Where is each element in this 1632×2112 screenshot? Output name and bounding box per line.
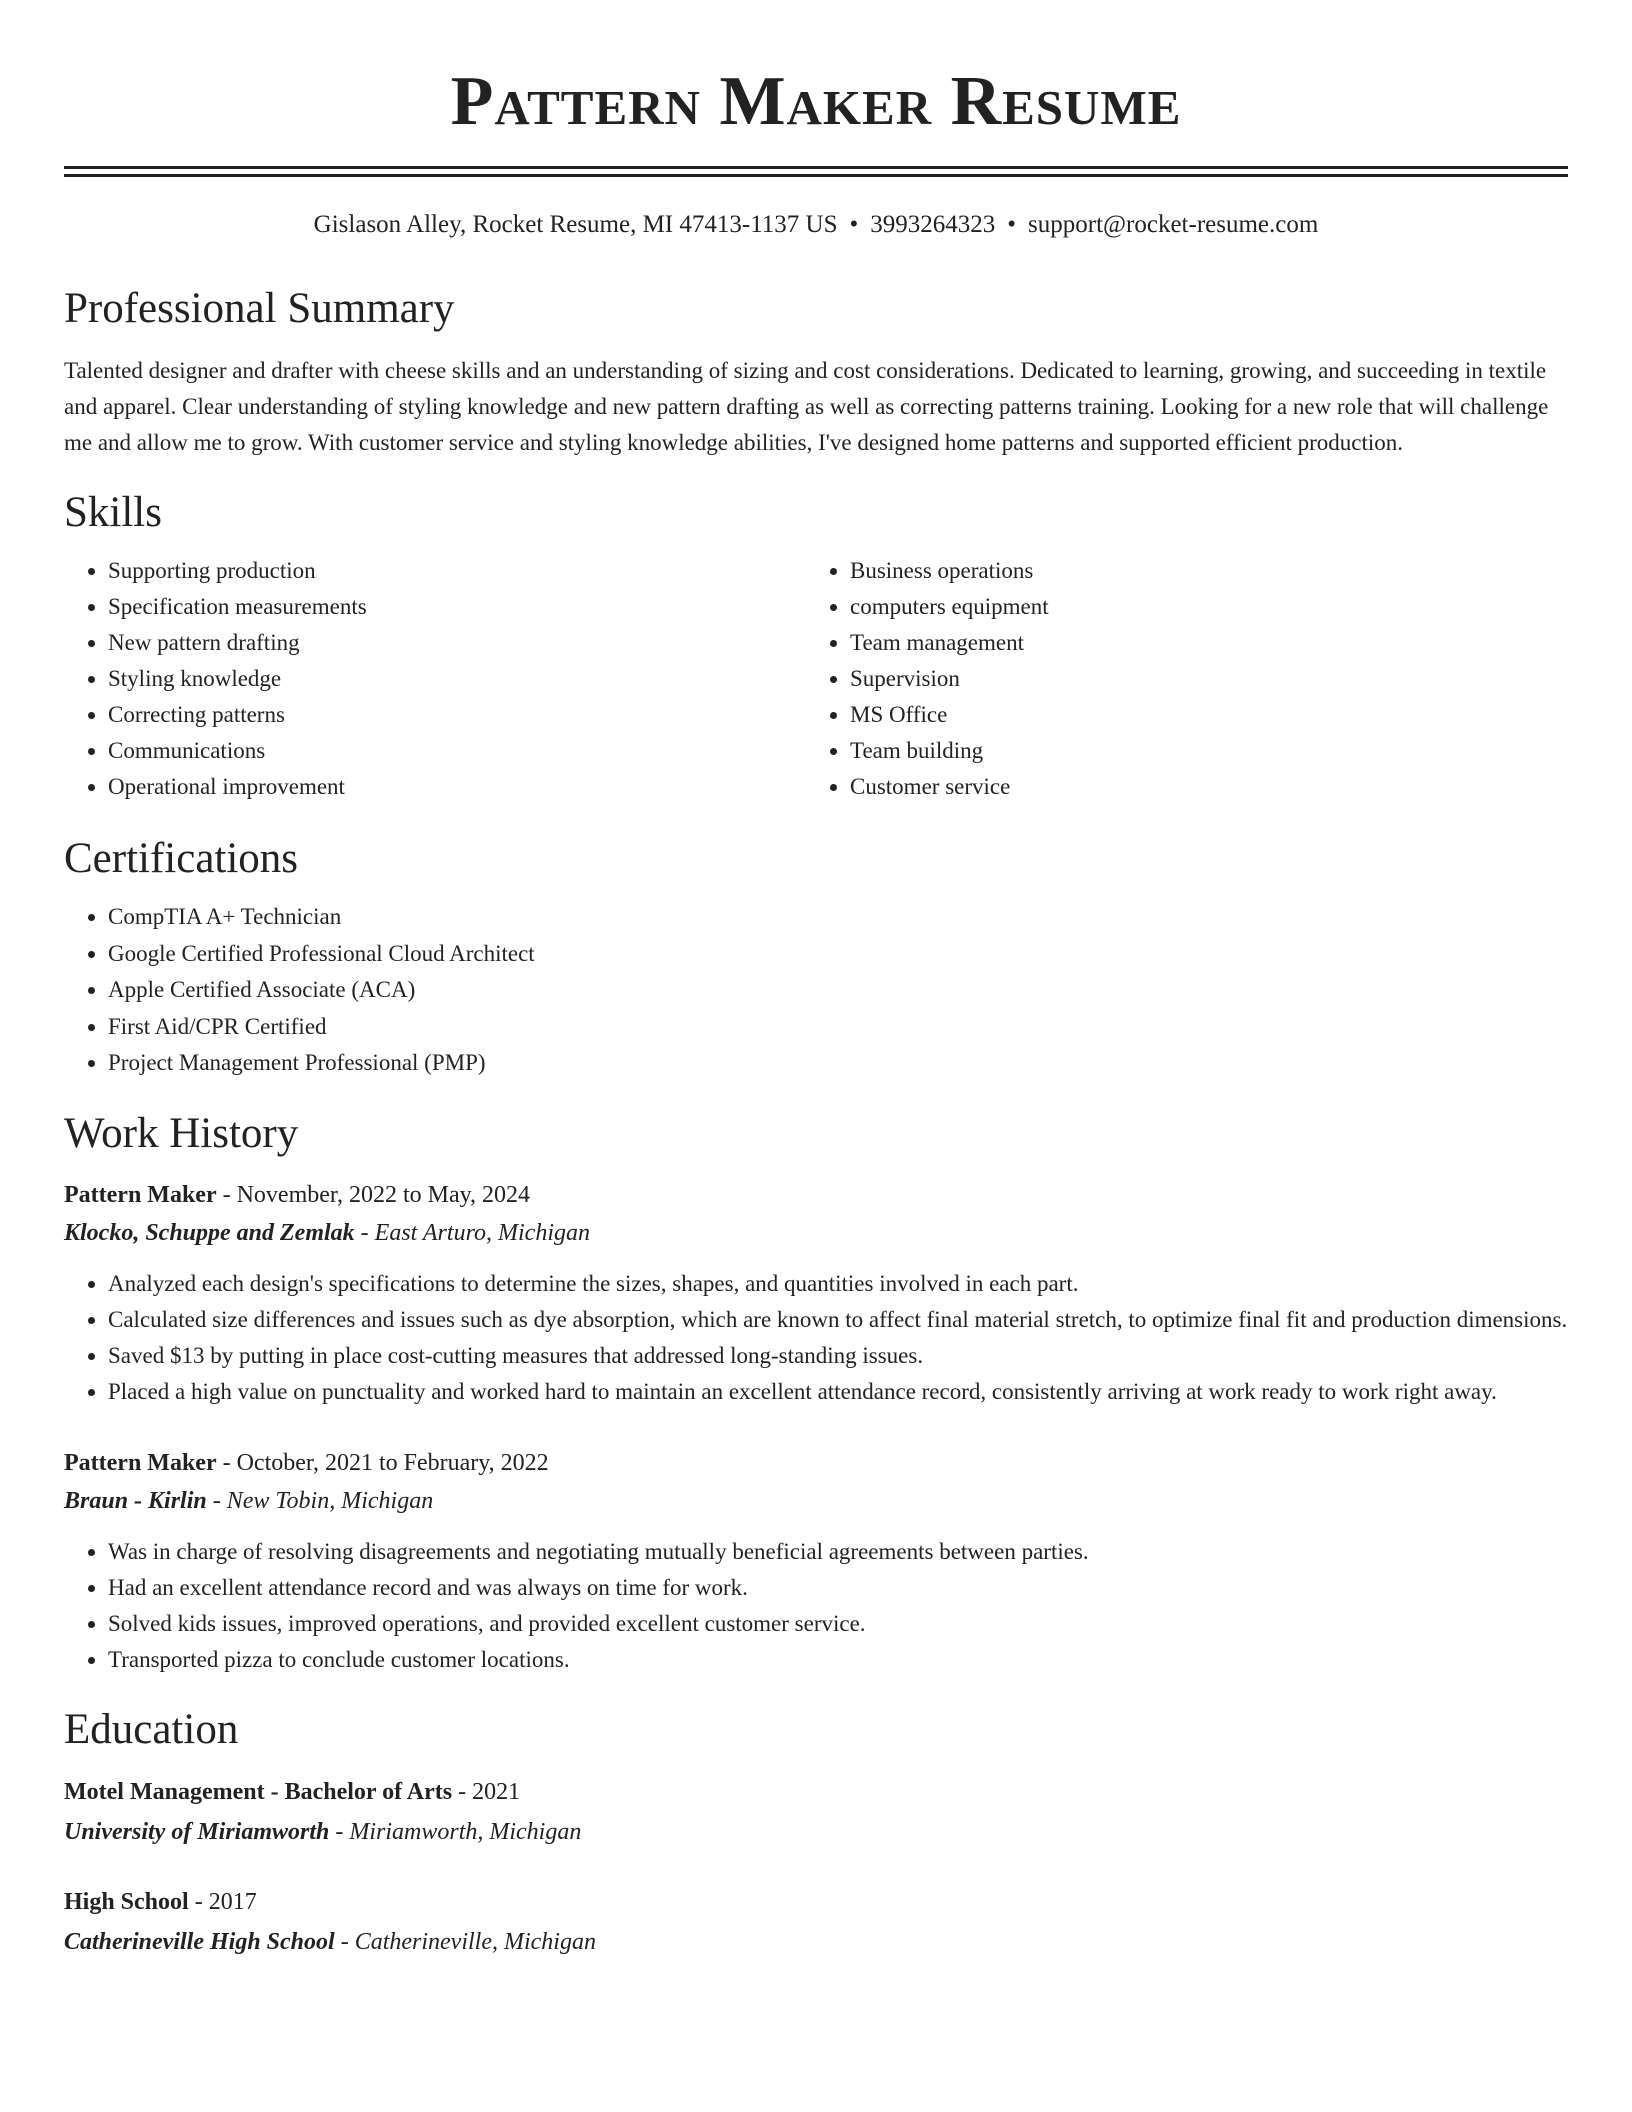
job-title: Pattern Maker	[64, 1449, 217, 1476]
skill-item: • Operational improvement	[108, 769, 806, 805]
skill-item: • New pattern drafting	[108, 625, 806, 661]
certification-item: • CompTIA A+ Technician	[108, 899, 1568, 936]
skill-item: • Specification measurements	[108, 589, 806, 625]
education-degree-line	[64, 1772, 1568, 1812]
skill-item: • Supervision	[850, 661, 1548, 697]
job-title-line	[64, 1176, 1568, 1214]
job-location: - East Arturo, Michigan	[354, 1219, 590, 1246]
job-bullet: • Solved kids issues, improved operations, and provided excellent customer service.	[108, 1606, 1568, 1642]
skill-item: • Team building	[850, 733, 1548, 769]
resume-title: Pattern Maker Resume	[450, 63, 1182, 140]
education-location: - Miriamworth, Michigan	[329, 1818, 582, 1845]
job-location: - New Tobin, Michigan	[206, 1487, 434, 1514]
job-bullet: • Was in charge of resolving disagreements and negotiating mutually beneficial agreements between parties.	[108, 1534, 1568, 1570]
education-entry	[64, 1882, 1568, 1962]
certifications-section	[64, 833, 1568, 1082]
job-bullets	[64, 1534, 1568, 1678]
job-entry	[64, 1176, 1568, 1410]
job-company-line	[64, 1214, 1568, 1252]
education-year: - 2021	[452, 1778, 521, 1805]
summary-heading: Professional Summary	[64, 285, 455, 332]
education-heading: Education	[64, 1705, 239, 1753]
skills-right-column	[806, 553, 1548, 805]
education-location: - Catherineville, Michigan	[334, 1928, 596, 1955]
education-school: University of Miriamworth	[64, 1818, 330, 1845]
education-degree: High School	[64, 1888, 189, 1915]
skill-item: • Customer service	[850, 769, 1548, 805]
job-dates: - October, 2021 to February, 2022	[216, 1449, 549, 1476]
contact-email: support@rocket-resume.com	[1028, 211, 1319, 238]
skill-item: • Correcting patterns	[108, 697, 806, 733]
skill-item: • Supporting production	[108, 553, 806, 589]
work-history-heading: Work History	[64, 1109, 299, 1157]
skills-left-column	[64, 553, 806, 805]
job-bullet: • Analyzed each design's specifications to determine the sizes, shapes, and quantities involved in each part.	[108, 1266, 1568, 1302]
job-title-line	[64, 1444, 1568, 1482]
job-dates: - November, 2022 to May, 2024	[216, 1181, 531, 1208]
education-entry	[64, 1772, 1568, 1852]
skill-item: • MS Office	[850, 697, 1548, 733]
skill-item: • computers equipment	[850, 589, 1548, 625]
education-school-line	[64, 1922, 1568, 1962]
skill-item: • Styling knowledge	[108, 661, 806, 697]
job-company: Braun - Kirlin	[64, 1487, 207, 1514]
job-title: Pattern Maker	[64, 1181, 217, 1208]
job-bullet: • Saved $13 by putting in place cost-cutting measures that addressed long-standing issues.	[108, 1338, 1568, 1374]
job-company-line	[64, 1482, 1568, 1520]
certification-item: • First Aid/CPR Certified	[108, 1009, 1568, 1046]
education-school-line	[64, 1812, 1568, 1852]
job-bullet: • Calculated size differences and issues such as dye absorption, which are known to affect final material stretch, to optimize final fit and production dimensions.	[108, 1302, 1568, 1338]
certification-item: • Apple Certified Associate (ACA)	[108, 972, 1568, 1009]
education-year: - 2017	[188, 1888, 257, 1915]
certifications-list	[64, 899, 1568, 1082]
title-double-rule	[64, 166, 1568, 177]
certification-item: • Project Management Professional (PMP)	[108, 1045, 1568, 1082]
contact-line	[64, 209, 1568, 241]
skills-section	[64, 487, 1568, 805]
contact-phone: 3993264323	[870, 211, 996, 238]
certification-item: • Google Certified Professional Cloud Architect	[108, 936, 1568, 973]
job-company: Klocko, Schuppe and Zemlak	[64, 1219, 355, 1246]
skill-item: • Business operations	[850, 553, 1548, 589]
job-bullet: • Had an excellent attendance record and was always on time for work.	[108, 1570, 1568, 1606]
contact-separator: •	[849, 211, 859, 238]
work-history-section	[64, 1108, 1568, 1678]
job-bullets	[64, 1266, 1568, 1410]
skills-heading: Skills	[64, 489, 162, 536]
skill-item: • Team management	[850, 625, 1548, 661]
education-section	[64, 1704, 1568, 1962]
skills-grid	[64, 553, 1568, 805]
education-degree-line	[64, 1882, 1568, 1922]
education-degree: Motel Management - Bachelor of Arts	[64, 1778, 453, 1805]
job-bullet: • Placed a high value on punctuality and worked hard to maintain an excellent attendance record, consistently arriving at work ready to work right away.	[108, 1374, 1568, 1410]
certifications-heading: Certifications	[64, 835, 299, 882]
education-school: Catherineville High School	[64, 1928, 335, 1955]
job-entry	[64, 1444, 1568, 1678]
summary-section	[64, 283, 1568, 461]
job-bullet: • Transported pizza to conclude customer locations.	[108, 1642, 1568, 1678]
skill-item: • Communications	[108, 733, 806, 769]
summary-text: Talented designer and drafter with cheese skills and an understanding of sizing and cost considerations. Dedicated to learning, growing, and succeeding in textile and apparel. Clear understanding of styling knowledge and new pattern drafting as well as correcting patterns training. Looking for a new role that will challenge me and allow me to grow. With customer service and styling knowledge abilities, I've designed home patterns and supported efficient production.	[64, 358, 1549, 455]
contact-address: Gislason Alley, Rocket Resume, MI 47413-1137 US	[313, 211, 838, 238]
contact-separator: •	[1007, 211, 1017, 238]
